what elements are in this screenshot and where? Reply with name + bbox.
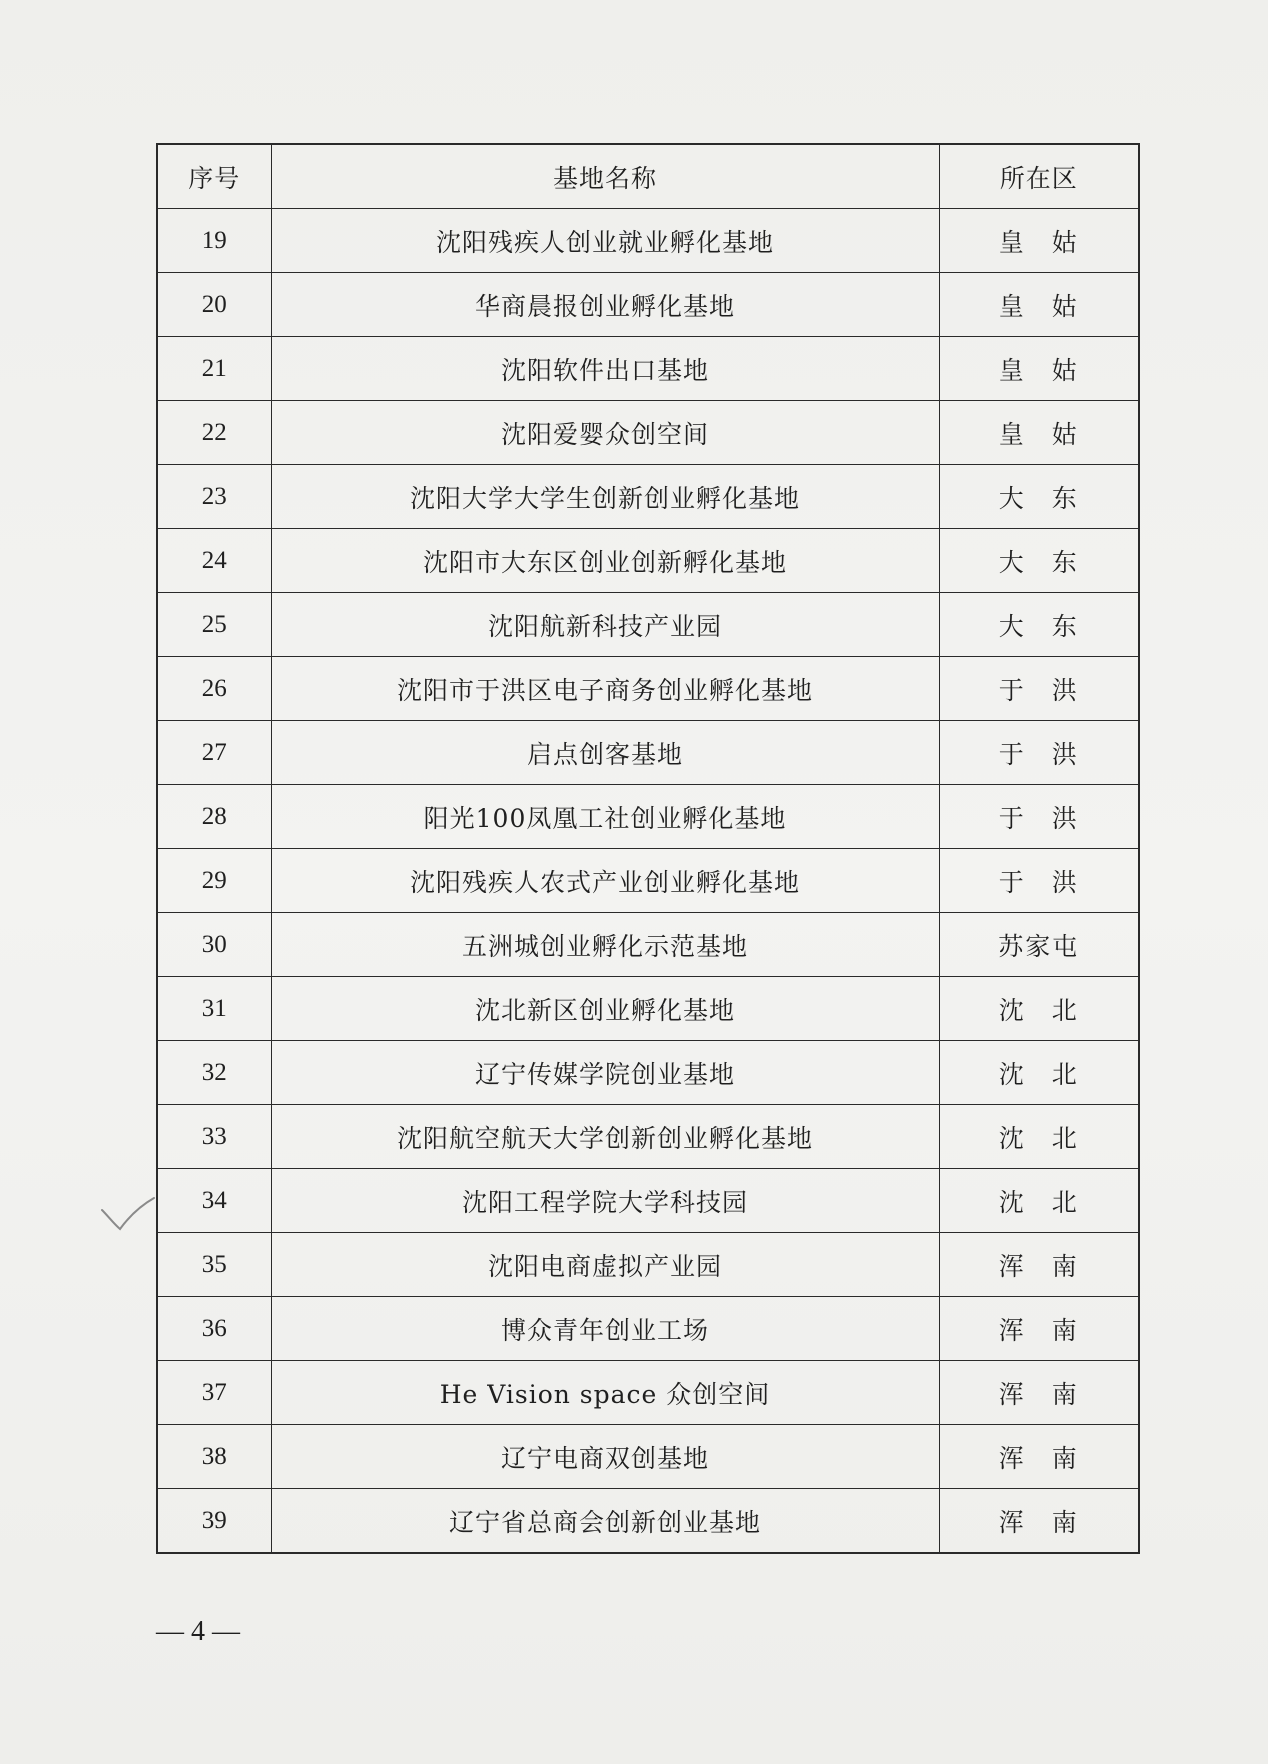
row-index: 31: [157, 977, 271, 1041]
table-row: [157, 1233, 1139, 1297]
district-char: 东: [1051, 547, 1079, 577]
district-char: 于: [998, 739, 1026, 769]
row-base-name: He Vision space 众创空间: [271, 1361, 939, 1425]
table-row: [157, 849, 1139, 913]
row-index: 25: [157, 593, 271, 657]
row-index: 23: [157, 465, 271, 529]
table-row: [157, 657, 1139, 721]
row-index: 39: [157, 1489, 271, 1554]
district-char: 姑: [1051, 419, 1079, 449]
row-district: [939, 977, 1139, 1041]
row-district: [939, 1361, 1139, 1425]
row-base-name: 沈阳残疾人农式产业创业孵化基地: [271, 849, 939, 913]
district-char: 大: [998, 611, 1026, 641]
table-row: [157, 1041, 1139, 1105]
row-index: 34: [157, 1169, 271, 1233]
row-base-name: 启点创客基地: [271, 721, 939, 785]
row-base-name: 沈阳大学大学生创新创业孵化基地: [271, 465, 939, 529]
row-base-name: 沈阳残疾人创业就业孵化基地: [271, 209, 939, 273]
row-base-name: 沈阳航空航天大学创新创业孵化基地: [271, 1105, 939, 1169]
district-char: 姑: [1051, 227, 1079, 257]
table-row: [157, 593, 1139, 657]
row-base-name: 阳光100凤凰工社创业孵化基地: [271, 785, 939, 849]
district-char: 洪: [1051, 867, 1079, 897]
row-district: [939, 593, 1139, 657]
row-index: 19: [157, 209, 271, 273]
row-district: [939, 785, 1139, 849]
table-row: [157, 1105, 1139, 1169]
row-base-name: 五洲城创业孵化示范基地: [271, 913, 939, 977]
district-char: 沈: [998, 995, 1026, 1025]
table-row: [157, 1297, 1139, 1361]
district-char: 姑: [1051, 355, 1079, 385]
row-district: [939, 337, 1139, 401]
row-district: [939, 1105, 1139, 1169]
district-char: 浑: [998, 1443, 1026, 1473]
row-base-name: 沈阳航新科技产业园: [271, 593, 939, 657]
row-index: 38: [157, 1425, 271, 1489]
row-index: 21: [157, 337, 271, 401]
table-row: [157, 977, 1139, 1041]
row-base-name: 沈阳电商虚拟产业园: [271, 1233, 939, 1297]
header-base-name: 基地名称: [271, 144, 939, 209]
district-char: 南: [1051, 1507, 1079, 1537]
row-index: 33: [157, 1105, 271, 1169]
district-char: 浑: [998, 1315, 1026, 1345]
row-district: [939, 657, 1139, 721]
district-char: 大: [998, 483, 1026, 513]
district-char: 沈: [998, 1187, 1026, 1217]
district-char: 浑: [998, 1507, 1026, 1537]
district-char: 于: [998, 803, 1026, 833]
row-district: [939, 1489, 1139, 1554]
district-char: 浑: [998, 1251, 1026, 1281]
district-char: 沈: [998, 1123, 1026, 1153]
table-row: [157, 1361, 1139, 1425]
district-char: 苏家屯: [998, 931, 1080, 961]
district-char: 姑: [1051, 291, 1079, 321]
row-index: 30: [157, 913, 271, 977]
row-base-name: 沈阳软件出口基地: [271, 337, 939, 401]
row-district: [939, 1041, 1139, 1105]
district-char: 北: [1051, 1123, 1079, 1153]
row-base-name: 沈阳爱婴众创空间: [271, 401, 939, 465]
pencil-check-mark-icon: [100, 1196, 156, 1232]
district-char: 皇: [998, 355, 1026, 385]
district-char: 浑: [998, 1379, 1026, 1409]
table-row: [157, 721, 1139, 785]
row-base-name: 辽宁电商双创基地: [271, 1425, 939, 1489]
row-district: [939, 465, 1139, 529]
table-row: [157, 1489, 1139, 1554]
district-char: 东: [1051, 483, 1079, 513]
district-char: 北: [1051, 995, 1079, 1025]
district-char: 北: [1051, 1059, 1079, 1089]
row-index: 20: [157, 273, 271, 337]
row-index: 26: [157, 657, 271, 721]
row-district: [939, 209, 1139, 273]
district-char: 东: [1051, 611, 1079, 641]
row-district: [939, 1297, 1139, 1361]
row-index: 22: [157, 401, 271, 465]
district-char: 北: [1051, 1187, 1079, 1217]
row-district: [939, 1169, 1139, 1233]
district-char: 洪: [1051, 675, 1079, 705]
row-district: [939, 1233, 1139, 1297]
district-char: 沈: [998, 1059, 1026, 1089]
district-char: 南: [1051, 1379, 1079, 1409]
row-district: [939, 849, 1139, 913]
district-char: 皇: [998, 419, 1026, 449]
table-row: [157, 401, 1139, 465]
incubation-base-table-container: [156, 143, 1138, 1554]
table-row: [157, 1169, 1139, 1233]
district-char: 皇: [998, 291, 1026, 321]
table-row: [157, 913, 1139, 977]
header-district: 所在区: [939, 144, 1139, 209]
row-index: 28: [157, 785, 271, 849]
row-index: 24: [157, 529, 271, 593]
table-row: [157, 209, 1139, 273]
district-char: 洪: [1051, 803, 1079, 833]
district-char: 南: [1051, 1251, 1079, 1281]
incubation-base-table: [156, 143, 1140, 1554]
table-row: [157, 785, 1139, 849]
table-header-row: [157, 144, 1139, 209]
row-base-name: 沈阳工程学院大学科技园: [271, 1169, 939, 1233]
row-base-name: 沈阳市于洪区电子商务创业孵化基地: [271, 657, 939, 721]
district-char: 南: [1051, 1315, 1079, 1345]
row-base-name: 沈北新区创业孵化基地: [271, 977, 939, 1041]
row-index: 37: [157, 1361, 271, 1425]
row-district: [939, 401, 1139, 465]
row-index: 35: [157, 1233, 271, 1297]
row-index: 27: [157, 721, 271, 785]
district-char: 于: [998, 675, 1026, 705]
district-char: 皇: [998, 227, 1026, 257]
row-district: [939, 913, 1139, 977]
row-base-name: 辽宁传媒学院创业基地: [271, 1041, 939, 1105]
district-char: 南: [1051, 1443, 1079, 1473]
row-base-name: 华商晨报创业孵化基地: [271, 273, 939, 337]
row-district: [939, 529, 1139, 593]
row-index: 32: [157, 1041, 271, 1105]
district-char: 于: [998, 867, 1026, 897]
table-body: [157, 209, 1139, 1554]
table-row: [157, 1425, 1139, 1489]
district-char: 大: [998, 547, 1026, 577]
district-char: 洪: [1051, 739, 1079, 769]
table-row: [157, 337, 1139, 401]
row-base-name: 沈阳市大东区创业创新孵化基地: [271, 529, 939, 593]
page-number: — 4 —: [156, 1616, 240, 1647]
header-index: 序号: [157, 144, 271, 209]
row-district: [939, 1425, 1139, 1489]
row-index: 36: [157, 1297, 271, 1361]
row-base-name: 辽宁省总商会创新创业基地: [271, 1489, 939, 1554]
table-row: [157, 529, 1139, 593]
table-row: [157, 273, 1139, 337]
table-row: [157, 465, 1139, 529]
row-base-name: 博众青年创业工场: [271, 1297, 939, 1361]
row-district: [939, 273, 1139, 337]
row-index: 29: [157, 849, 271, 913]
row-district: [939, 721, 1139, 785]
